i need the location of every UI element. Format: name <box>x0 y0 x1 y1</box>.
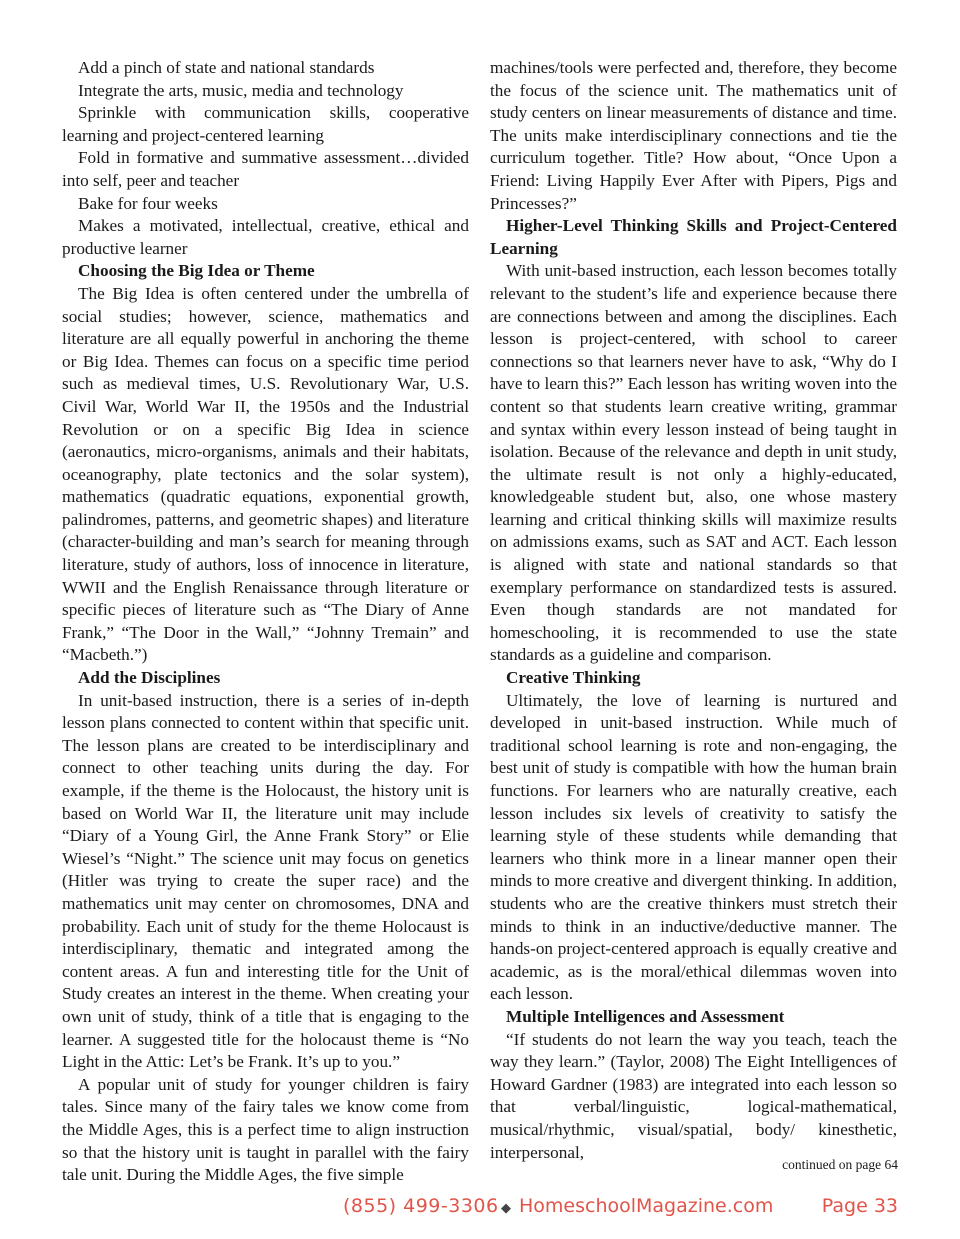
recipe-line-4: Fold in formative and summative assessment…divided into self, peer and teacher <box>62 148 469 190</box>
recipe-line-3: Sprinkle with communication skills, cooperative learning and project-centered learning <box>62 103 469 145</box>
footer-phone: (855) 499-3306 <box>343 1195 499 1217</box>
page-number: 33 <box>873 1195 898 1217</box>
right-column <box>490 57 897 1164</box>
recipe-line-6: Makes a motivated, intellectual, creative, ethical and productive learner <box>62 216 469 258</box>
diamond-separator-icon: ◆ <box>501 1201 511 1216</box>
paragraph-creative-thinking: Ultimately, the love of learning is nurtured and developed in unit-based instruction. While much of traditional school learning is rote and non-engaging, the best unit of study is compatible with how the human brain functions. For learners who are naturally creative, each lesson includes six levels of creativity to satisfy the learning style of these students while demanding that learners who think more in a linear manner open their minds to more creative and divergent thinking. In addition, students who are the creative thinkers must stretch their minds to think in an inductive/deductive manner. The hands-on project-centered approach is equally creative and academic, as is the moral/ethical dilemmas woven into each lesson. <box>490 690 897 1004</box>
heading-multiple-intelligences: Multiple Intelligences and Assessment <box>506 1006 785 1026</box>
paragraph-big-idea: The Big Idea is often centered under the umbrella of social studies; however, science, mathematics and literature are all equally powerful in anchoring the theme or Big Idea. Themes can focus on a specific time period such as medieval times, U.S. Revolutionary War, U.S. Civil War, World War II, the 1950s and the Industrial Revolution or on a specific Big Idea in science (aeronautics, micro-organisms, animals and their habitats, oceanography, plate tectonics and the solar system), mathematics (quadratic equations, exponential growth, palindromes, patterns, and geometric shapes) and literature (character-building and man’s search for meaning through literature, study of authors, loss of innocence in literature, WWII and the English Renaissance through literature or specific pieces of literature such as “The Diary of Anne Frank,” “The Door in the Wall,” “Johnny Tremain” and “Macbeth.”) <box>62 283 469 665</box>
paragraph-higher-level: With unit-based instruction, each lesson becomes totally relevant to the student’s life and experience because there are connections between and among the disciplines. Each lesson is project-centered, with school to career connections so that learners never have to ask, “Why do I have to learn this?” Each lesson has writing woven into the content so that students learn creative writing, grammar and syntax within every lesson instead of being taught in isolation. Because of the relevance and depth in unit study, the ultimate result is not only a highly-educated, knowledgeable student but, also, one whose mastery learning and critical thinking skills will maximize results on admissions exams, such as SAT and ACT. Each lesson is aligned with state and national standards so that exemplary performance on standardized tests is assured. Even though standards are not mandated for homeschooling, it is recommended to use the state standards as a guideline and comparison. <box>490 261 897 665</box>
paragraph-fairy-tales: A popular unit of study for younger children is fairy tales. Since many of the fairy tales we know come from the Middle Ages, this is a perfect time to align instruction so that the history unit is taught in parallel with the fairy tale unit. During the Middle Ages, the five simple <box>62 1074 469 1185</box>
recipe-line-5: Bake for four weeks <box>78 193 218 213</box>
heading-big-idea: Choosing the Big Idea or Theme <box>78 261 315 281</box>
paragraph-continuation: machines/tools were perfected and, therefore, they become the focus of the science unit. The mathematics unit of study centers on linear measurements of distance and time. The units make interdisciplinary connections and tie the curriculum together. Title? How about, “Once Upon a Friend: Living Happily Ever After with Pipers, Pigs and Princesses?” <box>490 58 897 213</box>
page-footer <box>0 1195 960 1225</box>
continued-note: continued on page 64 <box>782 1157 898 1172</box>
heading-creative-thinking: Creative Thinking <box>506 668 641 688</box>
footer-page <box>822 1195 898 1217</box>
left-column <box>62 57 469 1187</box>
recipe-line-1: Add a pinch of state and national standards <box>78 58 375 77</box>
heading-higher-level: Higher-Level Thinking Skills and Project-Centered Learning <box>490 216 897 258</box>
footer-website-link[interactable]: HomeschoolMagazine.com <box>519 1195 774 1217</box>
paragraph-disciplines: In unit-based instruction, there is a series of in-depth lesson plans connected to content within that specific unit. The lesson plans are created to be interdisciplinary and connect to other teaching units during the day. For example, if the theme is the Holocaust, the history unit is based on World War II, the literature unit may include “Diary of a Young Girl, the Anne Frank Story” or Elie Wiesel’s “Night.” The science unit may focus on genetics (Hitler was trying to create the super race) and the mathematics unit may center on chromosomes, DNA and probability. Each unit of study for the theme Holocaust is interdisciplinary, thematic and integrated among the content areas. A fun and interesting title for the Unit of Study creates an interest in the theme. When creating your own unit of study, think of a title that is engaging to the learner. A suggested title for the holocaust theme is “No Light in the Attic: Let’s be Frank. It’s up to you.” <box>62 690 469 1072</box>
page-label: Page <box>821 1195 868 1217</box>
paragraph-multiple-intelligences: “If students do not learn the way you teach, teach the way they learn.” (Taylor, 2008) The Eight Intelligences of Howard Gardner (1983) are integrated into each lesson so that verbal/linguistic, logical-mathematical, musical/rhythmic, visual/spatial, body/ kinesthetic, interpersonal, <box>490 1029 897 1162</box>
heading-add-disciplines: Add the Disciplines <box>78 668 221 688</box>
recipe-line-2: Integrate the arts, music, media and technology <box>78 80 404 100</box>
